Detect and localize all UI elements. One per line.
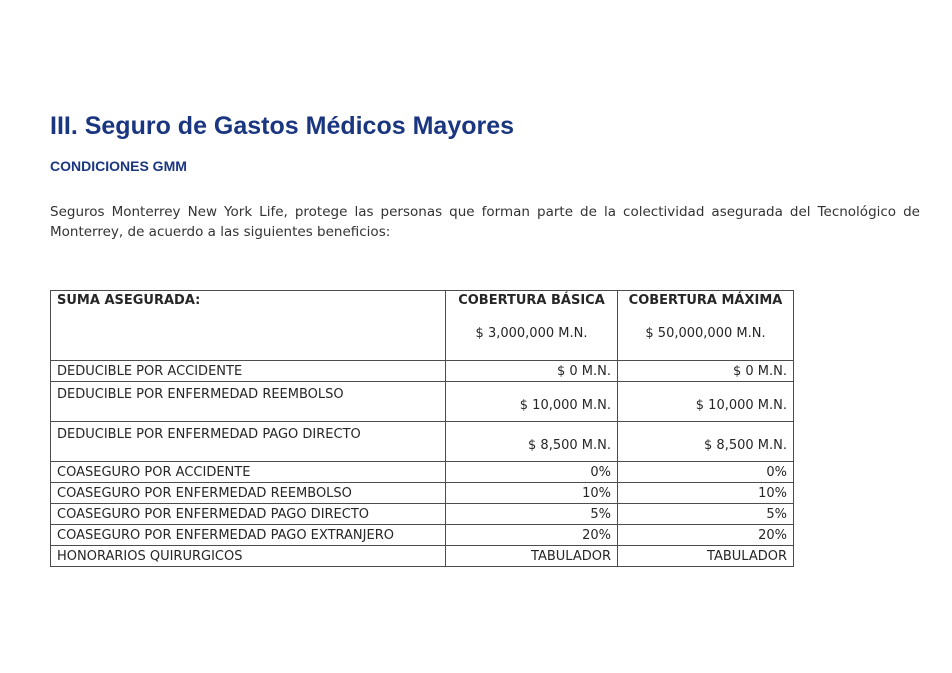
row-basica-value: $ 10,000 M.N. [446,382,618,422]
header-cobertura-basica [446,291,618,361]
row-label: COASEGURO POR ENFERMEDAD REEMBOLSO [51,483,446,504]
row-label: HONORARIOS QUIRURGICOS [51,546,446,567]
row-label: DEDUCIBLE POR ENFERMEDAD PAGO DIRECTO [51,422,446,462]
row-maxima-value: TABULADOR [618,546,794,567]
header-cobertura-maxima [618,291,794,361]
section-subtitle: CONDICIONES GMM [50,157,187,174]
cobertura-maxima-amount: $ 50,000,000 M.N. [645,326,766,342]
table-row [51,422,794,462]
row-basica-value: 0% [446,462,618,483]
row-label: DEDUCIBLE POR ACCIDENTE [51,361,446,382]
table-row [51,382,794,422]
benefits-table-header [51,291,794,361]
row-maxima-value: $ 8,500 M.N. [618,422,794,462]
row-maxima-value: $ 0 M.N. [618,361,794,382]
row-label: COASEGURO POR ENFERMEDAD PAGO DIRECTO [51,504,446,525]
row-basica-value: $ 0 M.N. [446,361,618,382]
row-label: DEDUCIBLE POR ENFERMEDAD REEMBOLSO [51,382,446,422]
row-basica-value: TABULADOR [446,546,618,567]
table-row [51,546,794,567]
cobertura-maxima-title: COBERTURA MÁXIMA [628,293,783,309]
row-basica-value: $ 8,500 M.N. [446,422,618,462]
cobertura-basica-title: COBERTURA BÁSICA [458,293,605,309]
row-maxima-value: 5% [618,504,794,525]
table-header-row [51,291,794,361]
benefits-table-body [51,361,794,567]
row-basica-value: 5% [446,504,618,525]
intro-paragraph: Seguros Monterrey New York Life, protege las personas que forman parte de la colectividad asegurada del Tecnológico de Monterrey, de acuerdo a las siguientes beneficios: [50,203,920,240]
table-row [51,483,794,504]
table-row [51,525,794,546]
row-label: COASEGURO POR ACCIDENTE [51,462,446,483]
row-label: COASEGURO POR ENFERMEDAD PAGO EXTRANJERO [51,525,446,546]
cobertura-basica-amount: $ 3,000,000 M.N. [475,326,588,342]
row-basica-value: 10% [446,483,618,504]
row-maxima-value: 0% [618,462,794,483]
page-title: III. Seguro de Gastos Médicos Mayores [50,112,515,140]
row-maxima-value: $ 10,000 M.N. [618,382,794,422]
row-maxima-value: 10% [618,483,794,504]
benefits-table [50,290,794,567]
table-row [51,504,794,525]
row-maxima-value: 20% [618,525,794,546]
table-row [51,462,794,483]
header-suma-asegurada: SUMA ASEGURADA: [51,291,446,361]
table-row [51,361,794,382]
row-basica-value: 20% [446,525,618,546]
